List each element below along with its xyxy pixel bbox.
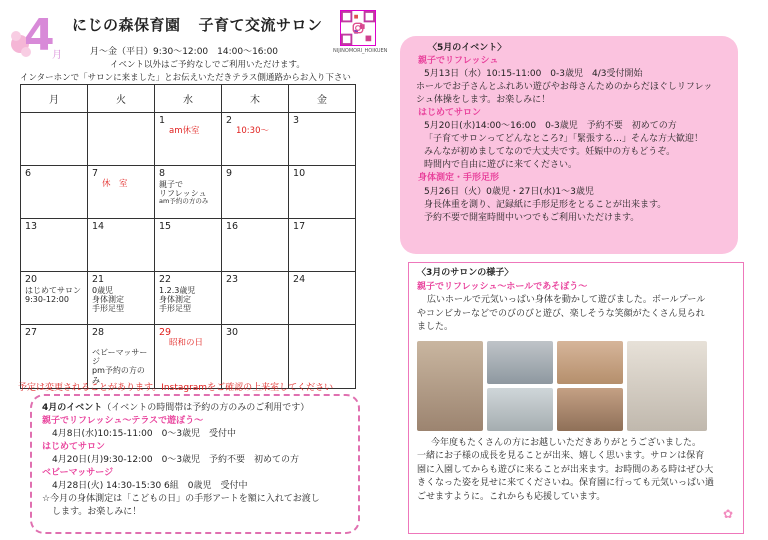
april-event-3-note-2: します。お楽しみに！ <box>52 507 142 518</box>
calendar-event-note: am予約の方のみ <box>159 197 209 206</box>
calendar-day-cell <box>155 166 222 219</box>
calendar-day-cell <box>21 113 88 166</box>
closing-text-4: きくなった姿を見せに来てくださいね。保育園に行っても元気いっぱい過 <box>417 478 715 488</box>
calendar-day-number: 27 <box>25 327 38 338</box>
calendar-day-cell <box>87 113 154 166</box>
closing-text-2: 一緒にお子様の成長を見ることが出来、嬉しく思います。サロンは保育 <box>417 451 705 461</box>
calendar-day-number: 6 <box>25 168 32 179</box>
schedule-warning: 予定は変更されることがあります。Instagramをご確認の上来室してください <box>18 383 334 393</box>
may-event-1-line-1: 5月13日（水）10:15-11:00 0-3歳児 4/3受付開始 <box>424 69 643 80</box>
may-event-1-line-2: ホールでお子さんとふれあい遊びやお母さんためのからだほぐしリフレッ <box>416 82 713 93</box>
april-event-3-title: ベビーマッサージ <box>42 468 114 479</box>
calendar-day-number: 29 <box>159 327 172 338</box>
photo-ball-pool-kids <box>557 388 623 431</box>
april-event-3-note-1: ☆今月の身体測定は「こどもの日」の手形アートを額に入れてお渡し <box>42 494 320 505</box>
calendar-day-cell <box>221 166 288 219</box>
calendar-day-cell <box>289 219 356 272</box>
march-report-subtitle: 親子でリフレッシュ～ホールであそぼう～ <box>417 281 588 292</box>
closing-text-5: ごせますように。これからも応援しています。 <box>417 491 606 502</box>
calendar-week-row <box>21 325 356 389</box>
calendar-day-cell <box>221 219 288 272</box>
may-event-1-line-3: シュ体操をします。お楽しみに！ <box>416 95 551 106</box>
calendar-day-cell <box>87 325 154 389</box>
may-event-2-line-3: みんなが初めましてなので大丈夫です。妊娠中の方もどうぞ。 <box>424 147 676 158</box>
may-events-box <box>400 36 738 254</box>
page-title <box>72 14 323 35</box>
april-event-1-detail: 4月8日(水)10:15-11:00 0～3歳児 受付中 <box>52 429 237 440</box>
closing-text-1: 今年度もたくさんの方にお越しいただきありがとうございました。 <box>431 437 702 448</box>
calendar-event-label: 休 室 <box>101 178 128 189</box>
photo-gallery <box>417 341 735 431</box>
calendar-day-number: 24 <box>293 274 306 285</box>
calendar-day-number: 7 <box>91 168 99 179</box>
calendar-day-number: 13 <box>25 221 38 232</box>
calendar-week-row <box>21 113 356 166</box>
calendar-day-cell <box>155 113 222 166</box>
photo-ball-pool <box>557 341 623 384</box>
salon-name: 子育て交流サロン <box>198 16 323 34</box>
may-event-3-line-2: 身長体重を測り、記録紙に手形足形をとることが出来ます。 <box>424 199 667 210</box>
instagram-qr-code[interactable] <box>340 10 376 46</box>
calendar-day-number: 20 <box>25 274 38 285</box>
calendar-event-line: はじめてサロン <box>25 285 81 295</box>
may-event-1-title: 親子でリフレッシュ <box>418 56 499 67</box>
may-event-3-line-1: 5月26日（火）0歳児・27日(水)1～3歳児 <box>424 186 594 197</box>
april-events-box <box>30 394 360 534</box>
weekday-fri: 金 <box>289 85 356 113</box>
may-event-2-line-2: 「子育てサロンってどんなところ?」「緊張する…」そんな方大歓迎！ <box>424 134 704 145</box>
april-event-3-detail: 4月28日(火) 14:30-15:30 6組 0歳児 受付中 <box>52 481 248 492</box>
calendar-day-cell <box>221 325 288 389</box>
calendar-event-line <box>92 339 150 348</box>
april-events-note: （イベントの時間帯は予約の方のみのご利用です） <box>102 403 310 413</box>
calendar-day-cell <box>289 113 356 166</box>
march-report-text-1: 広いホールで元気いっぱい身体を動かして遊びました。ボールプール <box>427 295 706 305</box>
calendar-day-number: 30 <box>225 327 239 338</box>
calendar-day-number: 15 <box>159 221 172 232</box>
sakura-icon: ✿ <box>722 507 733 521</box>
calendar-day-number: 2 <box>225 115 233 126</box>
calendar-event-label: 10:30～ <box>235 125 269 136</box>
calendar-event-line: 身体測定 <box>91 295 124 305</box>
calendar-day-cell <box>221 113 288 166</box>
may-events-title: 〈5月のイベント〉 <box>428 43 507 53</box>
calendar-event-line: ベビーマッサージ <box>91 348 148 367</box>
calendar-day-number: 22 <box>159 274 172 285</box>
march-report-title: 〈3月のサロンの様子〉 <box>417 268 514 278</box>
calendar-week-row <box>21 166 356 219</box>
april-events-header <box>42 402 348 415</box>
calendar-event-line: 親子で <box>159 179 183 189</box>
calendar-event-line: 9:30-12:00 <box>25 295 69 305</box>
entry-note: インターホンで「サロンに来ました」とお伝えいただきテラス側通路からお入り下さい <box>20 73 351 83</box>
weekday-wed: 水 <box>155 85 222 113</box>
april-events-title: 4月のイベント <box>42 403 103 413</box>
calendar-day-cell <box>289 325 356 389</box>
closing-text-3: 園に入園してからも遊びに来ることが出来ます。お時間のある時はぜひ大 <box>417 464 714 475</box>
may-event-3-title: 身体測定・手形足形 <box>418 173 500 184</box>
march-report-text-2: やコンビカーなどでのびのびと遊び、楽しそうな笑顔がたくさん見られ <box>417 308 705 319</box>
calendar-weekday-row <box>21 85 356 113</box>
calendar-day-cell <box>289 166 356 219</box>
calendar-event-label: 昭和の日 <box>169 337 204 348</box>
calendar-day-number: 9 <box>225 168 233 179</box>
weekday-thu: 木 <box>221 85 288 113</box>
calendar-day-number: 28 <box>91 327 105 338</box>
photo-tunnel <box>487 388 553 431</box>
calendar-day-number: 14 <box>91 221 105 232</box>
calendar-day-cell <box>155 325 222 389</box>
calendar-day-number: 21 <box>91 274 105 285</box>
calendar-week-row <box>21 272 356 325</box>
weekday-tue: 火 <box>87 85 154 113</box>
calendar-event-line: 身体測定 <box>159 295 191 305</box>
march-report-text-3: ました。 <box>417 322 454 332</box>
photo-hall-play <box>487 341 553 384</box>
may-event-2-line-1: 5月20日(水)14:00～16:00 0-3歳児 予約不要 初めての方 <box>424 121 677 132</box>
weekday-mon: 月 <box>21 85 88 113</box>
calendar-week-row <box>21 219 356 272</box>
calendar-day-cell <box>87 272 154 325</box>
svg-text:月: 月 <box>52 50 62 61</box>
calendar-day-number: 1 <box>159 115 166 126</box>
calendar-day-cell <box>155 272 222 325</box>
calendar-day-cell <box>21 166 88 219</box>
april-event-2-detail: 4月20日(月)9:30-12:00 0～3歳児 予約不要 初めての方 <box>52 455 300 466</box>
calendar-day-cell <box>87 166 154 219</box>
april-event-1-title: 親子でリフレッシュ～テラスで遊ぼう～ <box>42 416 204 427</box>
calendar-event-line: リフレッシュ <box>159 189 207 199</box>
calendar-day-cell <box>155 219 222 272</box>
photo-hall-room <box>627 341 707 431</box>
calendar-event-line: pm予約の方のみ <box>91 366 145 385</box>
april-event-2-title: はじめてサロン <box>42 442 106 453</box>
may-event-2-line-4: 時間内で自由に遊びに来てください。 <box>424 160 578 171</box>
calendar-day-number: 10 <box>293 168 306 179</box>
calendar-day-number: 3 <box>293 115 300 126</box>
calendar-event-label: am休室 <box>169 125 200 136</box>
nursery-name: にじの森保育園 <box>72 16 181 34</box>
calendar-day-cell <box>21 325 88 389</box>
calendar-event-line: 手形足型 <box>159 304 191 314</box>
calendar-day-cell <box>21 272 88 325</box>
calendar-event-line: 手形足型 <box>91 304 124 314</box>
photo-ball-tent <box>417 341 483 431</box>
calendar-day-cell <box>21 219 88 272</box>
calendar-day-cell <box>87 219 154 272</box>
calendar-event-line: 1.2.3歳児 <box>159 285 196 295</box>
reservation-note: イベント以外はご予約なしでご利用いただけます。 <box>110 60 305 70</box>
march-report-box <box>408 262 744 534</box>
may-event-2-title: はじめてサロン <box>418 108 482 119</box>
calendar-day-number: 8 <box>159 168 166 179</box>
svg-text:4: 4 <box>24 10 55 61</box>
qr-caption: NIJINOMORI_HOIKUEN <box>333 48 388 54</box>
april-logo <box>6 6 68 62</box>
april-calendar <box>20 84 356 389</box>
calendar-day-cell <box>221 272 288 325</box>
may-event-3-line-3: 予約不要で開室時間中いつでもご利用いただけます。 <box>424 212 640 223</box>
calendar-day-number: 17 <box>293 221 306 232</box>
opening-hours: 月～金（平日）9:30～12:00 14:00～16:00 <box>90 47 279 57</box>
calendar-event-line: 0歳児 <box>91 285 114 295</box>
calendar-day-number: 16 <box>225 221 239 232</box>
calendar-day-number: 23 <box>225 274 239 285</box>
calendar-day-cell <box>289 272 356 325</box>
